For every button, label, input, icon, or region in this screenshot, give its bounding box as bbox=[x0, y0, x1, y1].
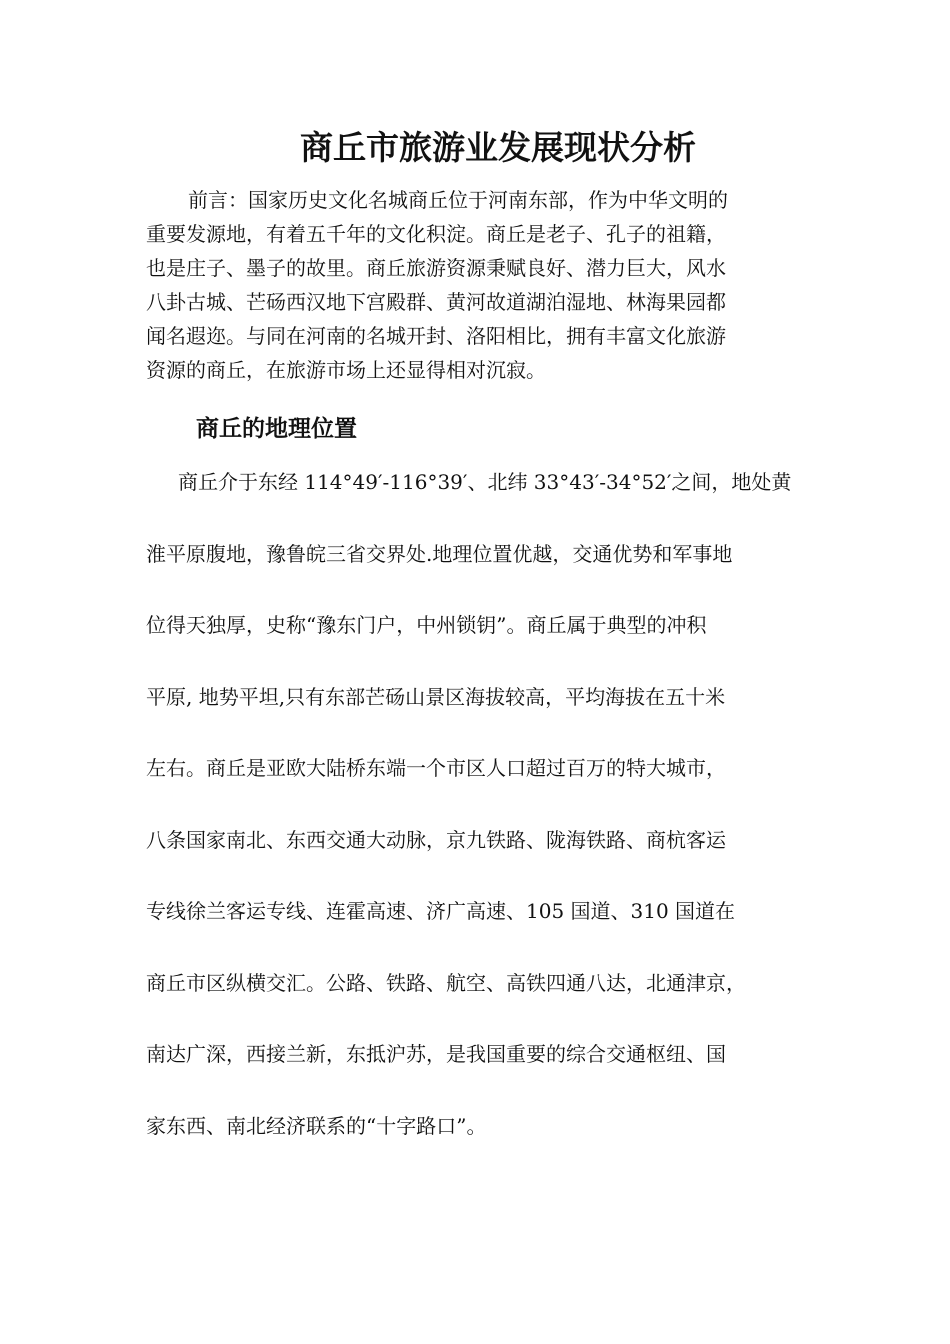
intro-line: 资源的商丘，在旅游市场上还显得相对沉寂。 bbox=[146, 358, 546, 382]
geography-line: 左右。商丘是亚欧大陆桥东端一个市区人口超过百万的特大城市， bbox=[146, 756, 726, 780]
intro-line: 闻名遐迩。与同在河南的名城开封、洛阳相比，拥有丰富文化旅游 bbox=[146, 324, 726, 348]
intro-line: 八卦古城、芒砀西汉地下宫殿群、黄河故道湖泊湿地、林海果园都 bbox=[146, 290, 726, 314]
intro-line: 也是庄子、墨子的故里。商丘旅游资源秉赋良好、潜力巨大，风水 bbox=[146, 256, 726, 280]
geography-line: 淮平原腹地，豫鲁皖三省交界处.地理位置优越，交通优势和军事地 bbox=[146, 541, 733, 566]
geography-line: 平原, 地势平坦,只有东部芒砀山景区海拔较高，平均海拔在五十米 bbox=[146, 684, 726, 709]
intro-line: 前言：国家历史文化名城商丘位于河南东部，作为中华文明的 bbox=[188, 188, 728, 212]
geography-line: 商丘介于东经 114°49′-116°39′、北纬 33°43′-34°52′之间，地处黄 bbox=[178, 470, 792, 494]
document-title: 商丘市旅游业发展现状分析 bbox=[300, 128, 696, 167]
geography-line: 家东西、南北经济联系的“十字路口”。 bbox=[146, 1113, 487, 1138]
intro-paragraph bbox=[146, 183, 816, 387]
geography-line: 商丘市区纵横交汇。公路、铁路、航空、高铁四通八达，北通津京， bbox=[146, 970, 746, 995]
geography-line: 专线徐兰客运专线、连霍高速、济广高速、105 国道、310 国道在 bbox=[146, 899, 736, 923]
geography-line: 位得天独厚，史称“豫东门户，中州锁钥”。商丘属于典型的冲积 bbox=[146, 613, 707, 637]
geography-paragraph bbox=[146, 463, 826, 1178]
geography-line: 南达广深，西接兰新，东抵沪苏，是我国重要的综合交通枢纽、国 bbox=[146, 1042, 726, 1066]
intro-line: 重要发源地，有着五千年的文化积淀。商丘是老子、孔子的祖籍， bbox=[146, 222, 726, 246]
geography-line: 八条国家南北、东西交通大动脉，京九铁路、陇海铁路、商杭客运 bbox=[146, 827, 726, 852]
section-heading: 商丘的地理位置 bbox=[196, 415, 357, 442]
